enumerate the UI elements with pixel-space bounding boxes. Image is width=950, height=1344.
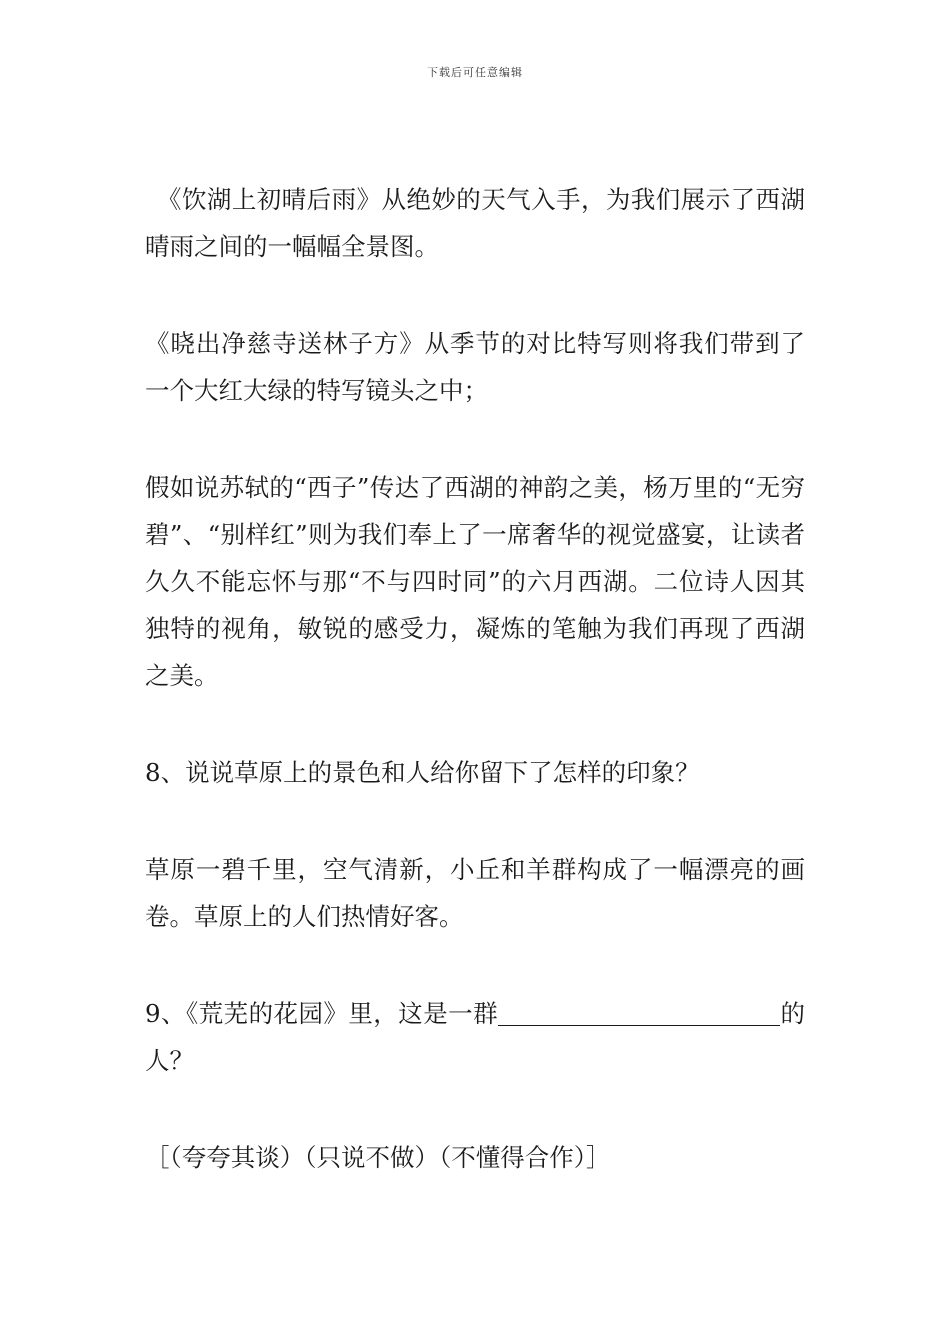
fill-in-blank xyxy=(498,1001,780,1026)
question-8: 8、说说草原上的景色和人给你留下了怎样的印象？ xyxy=(145,758,700,787)
document-body xyxy=(145,176,805,1231)
question-9-prefix: 9、《荒芜的花园》里，这是一群 xyxy=(145,999,499,1028)
paragraph-xiaochu: 《晓出净慈寺送林子方》从季节的对比特写则将我们带到了一个大红大绿的特写镜头之中； xyxy=(145,329,805,405)
paragraph-yinhu: 《饮湖上初晴后雨》从绝妙的天气入手，为我们展示了西湖晴雨之间的一幅幅全景图。 xyxy=(145,185,805,261)
question-9 xyxy=(145,990,805,1084)
question-9-suffix: 的人？ xyxy=(145,999,805,1075)
answer-8: 草原一碧千里，空气清新，小丘和羊群构成了一幅漂亮的画卷。草原上的人们热情好客。 xyxy=(145,855,805,931)
paragraph-comparison: 假如说苏轼的“西子”传达了西湖的神韵之美，杨万里的“无穷碧”、“别样红”则为我们奉上了一席奢华的视觉盛宴，让读者久久不能忘怀与那“不与四时同”的六月西湖。二位诗人因其独特的视角，敏锐的感受力，凝炼的笔触为我们再现了西湖之美。 xyxy=(145,473,805,690)
answer-9: ［（夸夸其谈）（只说不做）（不懂得合作）］ xyxy=(145,1143,611,1172)
page-header: 下载后可任意编辑 xyxy=(427,66,523,79)
